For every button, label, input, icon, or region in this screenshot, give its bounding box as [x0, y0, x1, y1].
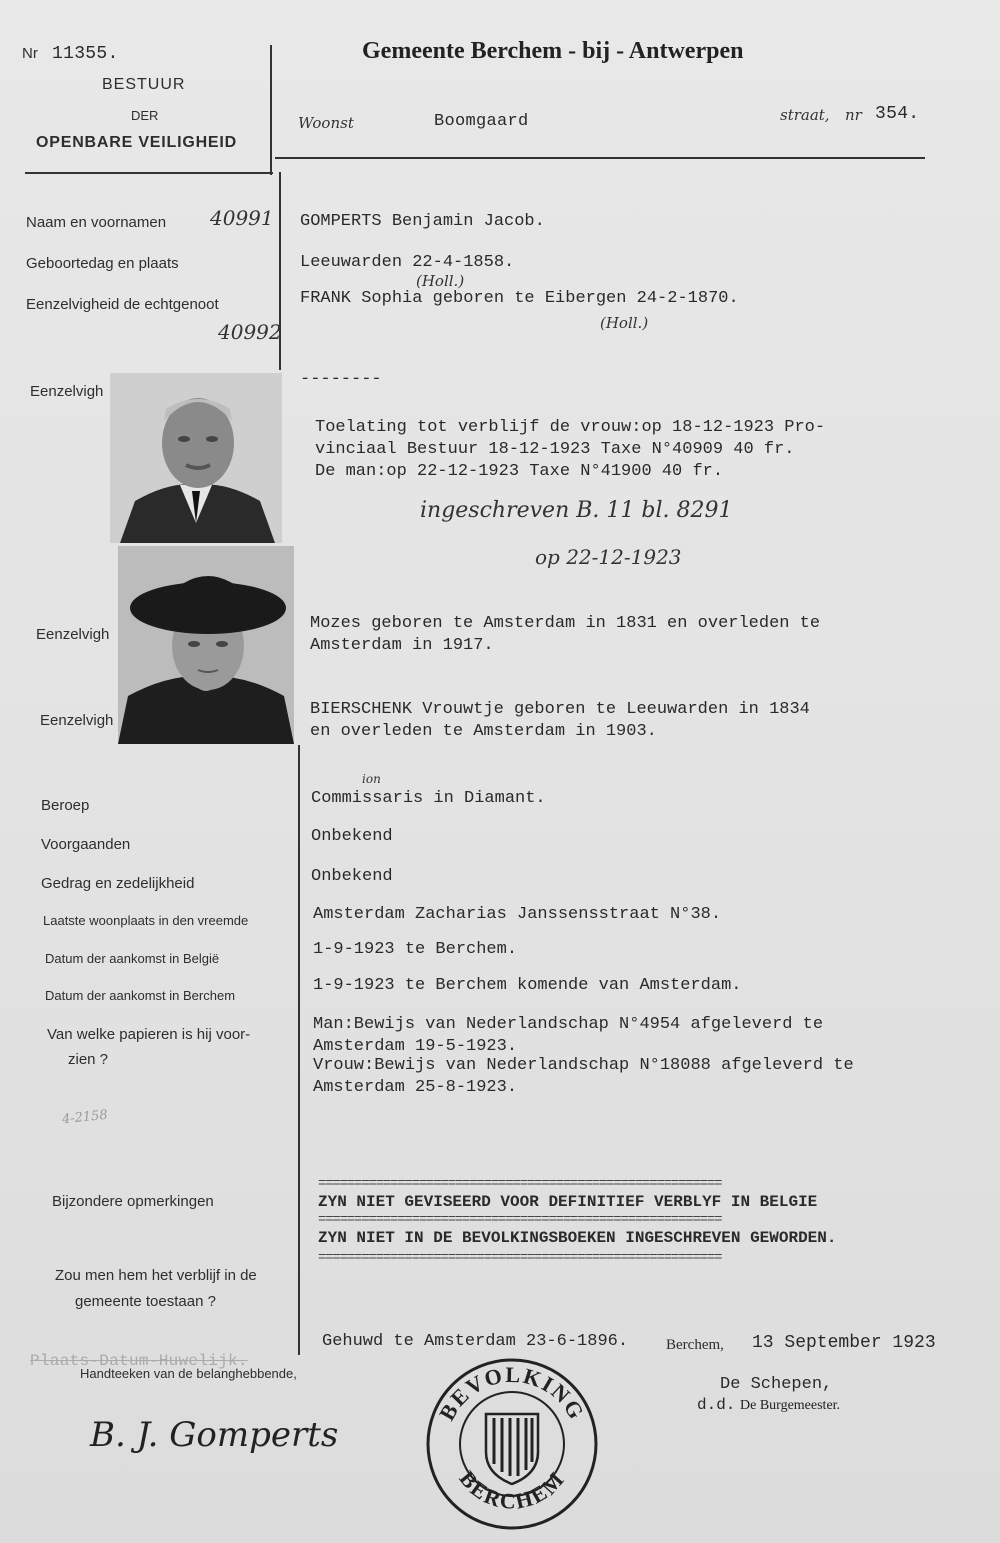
eenzelvigheid-label-1: Eenzelvigh	[30, 383, 104, 400]
beroep-value: Commissaris in Diamant.	[311, 789, 546, 808]
papieren-line-2: Amsterdam 19-5-1923.	[313, 1037, 518, 1056]
photo-woman-portrait	[118, 546, 294, 744]
moeder-line-2: en overleden te Amsterdam in 1903.	[310, 722, 657, 741]
vader-line-1: Mozes geboren te Amsterdam in 1831 en overleden te	[310, 614, 821, 633]
papieren-label-1: Van welke papieren is hij voor-	[47, 1026, 251, 1043]
number-value: 11355.	[52, 44, 119, 64]
bevolking-stamp	[422, 1352, 602, 1532]
vader-line-2: Amsterdam in 1917.	[310, 636, 494, 655]
dash-row-3: ========================================================	[318, 1250, 722, 1266]
voorgaanden-value: Onbekend	[311, 827, 393, 846]
opmerkingen-line-1: ZYN NIET GEVISEERD VOOR DEFINITIEF VERBLYF IN BELGIE	[318, 1193, 818, 1211]
naam-hand-number: 40991	[210, 206, 274, 230]
photo-woman	[118, 546, 294, 744]
echtgenoot-label: Eenzelvigheid de echtgenoot	[26, 296, 219, 313]
der-label: DER	[131, 108, 159, 123]
op-date-handwriting: op 22-12-1923	[535, 545, 682, 569]
photo-man	[110, 373, 282, 543]
burgemeester-label: De Burgemeester.	[740, 1398, 841, 1413]
aankomst-berchem-label: Datum der aankomst in Berchem	[45, 988, 236, 1003]
papieren-line-4: Amsterdam 25-8-1923.	[313, 1078, 518, 1097]
main-divider-vertical-lower	[298, 745, 300, 1355]
handteeken-label: Handteeken van de belanghebbende,	[80, 1366, 297, 1381]
number-prefix: Nr	[22, 45, 38, 62]
schepen-label: De Schepen,	[720, 1375, 833, 1394]
echtgenoot-value: FRANK Sophia geboren te Eibergen 24-2-1870.	[300, 289, 739, 308]
geboorte-label: Geboortedag en plaats	[26, 255, 179, 272]
header-bottom-rule	[25, 172, 273, 174]
gedrag-label: Gedrag en zedelijkheid	[41, 875, 195, 892]
dash-row-2: ========================================================	[318, 1212, 722, 1228]
laatste-woonplaats-value: Amsterdam Zacharias Janssensstraat N°38.	[313, 905, 722, 924]
stamp-seal-icon	[422, 1352, 602, 1532]
toelating-line-1: Toelating tot verblijf de vrouw:op 18-12-1923 Pro-	[315, 418, 826, 437]
laatste-woonplaats-label: Laatste woonplaats in den vreemde	[43, 913, 249, 928]
voorgaanden-label: Voorgaanden	[41, 836, 131, 853]
toelating-line-2: vinciaal Bestuur 18-12-1923 Taxe N°40909 40 fr.	[315, 440, 795, 459]
naam-label: Naam en voornamen	[26, 214, 167, 231]
opmerkingen-label: Bijzondere opmerkingen	[52, 1193, 214, 1210]
gemeente-title: Gemeente Berchem - bij - Antwerpen	[362, 38, 744, 64]
woonst-label: Woonst	[298, 114, 354, 132]
toestaan-label-1: Zou men hem het verblijf in de	[55, 1267, 257, 1284]
aankomst-belgie-value: 1-9-1923 te Berchem.	[313, 940, 518, 959]
beroep-note: ion	[362, 772, 381, 786]
plaats-datum-huwelijk-label: Plaats-Datum-Huwelijk.	[30, 1352, 248, 1370]
header-rule	[275, 157, 925, 159]
signature: B. J. Gomperts	[90, 1415, 339, 1455]
moeder-line-1: BIERSCHENK Vrouwtje geboren te Leeuwarden in 1834	[310, 700, 810, 719]
echtgenoot-hand-number: 40992	[218, 320, 282, 344]
toestaan-label-2: gemeente toestaan ?	[75, 1293, 216, 1310]
geboorte-value: Leeuwarden 22-4-1858.	[300, 253, 515, 272]
aankomst-berchem-value: 1-9-1923 te Berchem komende van Amsterdam.	[313, 976, 742, 995]
header-divider-vertical	[270, 45, 272, 175]
huwelijk-value: Gehuwd te Amsterdam 23-6-1896.	[322, 1332, 629, 1351]
straat-label: straat,	[780, 106, 830, 124]
naam-value: GOMPERTS Benjamin Jacob.	[300, 212, 545, 231]
aankomst-belgie-label: Datum der aankomst in België	[45, 951, 220, 966]
nr-label: nr	[845, 106, 862, 124]
toelating-line-3: De man:op 22-12-1923 Taxe N°41900 40 fr.	[315, 462, 724, 481]
beroep-label: Beroep	[41, 797, 90, 814]
opmerkingen-line-2: ZYN NIET IN DE BEVOLKINGSBOEKEN INGESCHREVEN GEWORDEN.	[318, 1229, 837, 1247]
openbare-veiligheid-label: OPENBARE VEILIGHEID	[36, 134, 238, 151]
papieren-line-3: Vrouw:Bewijs van Nederlandschap N°18088 afgeleverd te	[313, 1056, 854, 1075]
date-value: 13 September 1923	[752, 1333, 936, 1353]
dd-label: d.d.	[697, 1396, 736, 1414]
stamp-bottom-text: BERCHEM	[454, 1465, 570, 1514]
card-number	[22, 44, 119, 64]
photo-man-portrait	[110, 373, 282, 543]
nr-value: 354.	[875, 104, 920, 124]
eenzelvigheid-value-1: --------	[300, 370, 382, 389]
berchem-label: Berchem,	[666, 1337, 724, 1353]
dash-row-1: ========================================================	[318, 1176, 722, 1192]
eenzelvigheid-label-3: Eenzelvigh	[40, 712, 114, 729]
bestuur-label: BESTUUR	[102, 76, 186, 93]
woonst-value: Boomgaard	[434, 112, 529, 131]
gedrag-value: Onbekend	[311, 867, 393, 886]
eenzelvigheid-label-2: Eenzelvigh	[36, 626, 110, 643]
ingeschreven-handwriting: ingeschreven B. 11 bl. 8291	[420, 498, 733, 523]
margin-note: 4-2158	[61, 1107, 109, 1128]
papieren-label-2: zien ?	[68, 1051, 109, 1068]
echtgenoot-note: (Holl.)	[600, 314, 649, 332]
stamp-top-text: BEVOLKING	[433, 1361, 590, 1425]
geboorte-note: (Holl.)	[416, 272, 465, 290]
papieren-line-1: Man:Bewijs van Nederlandschap N°4954 afgeleverd te	[313, 1015, 824, 1034]
